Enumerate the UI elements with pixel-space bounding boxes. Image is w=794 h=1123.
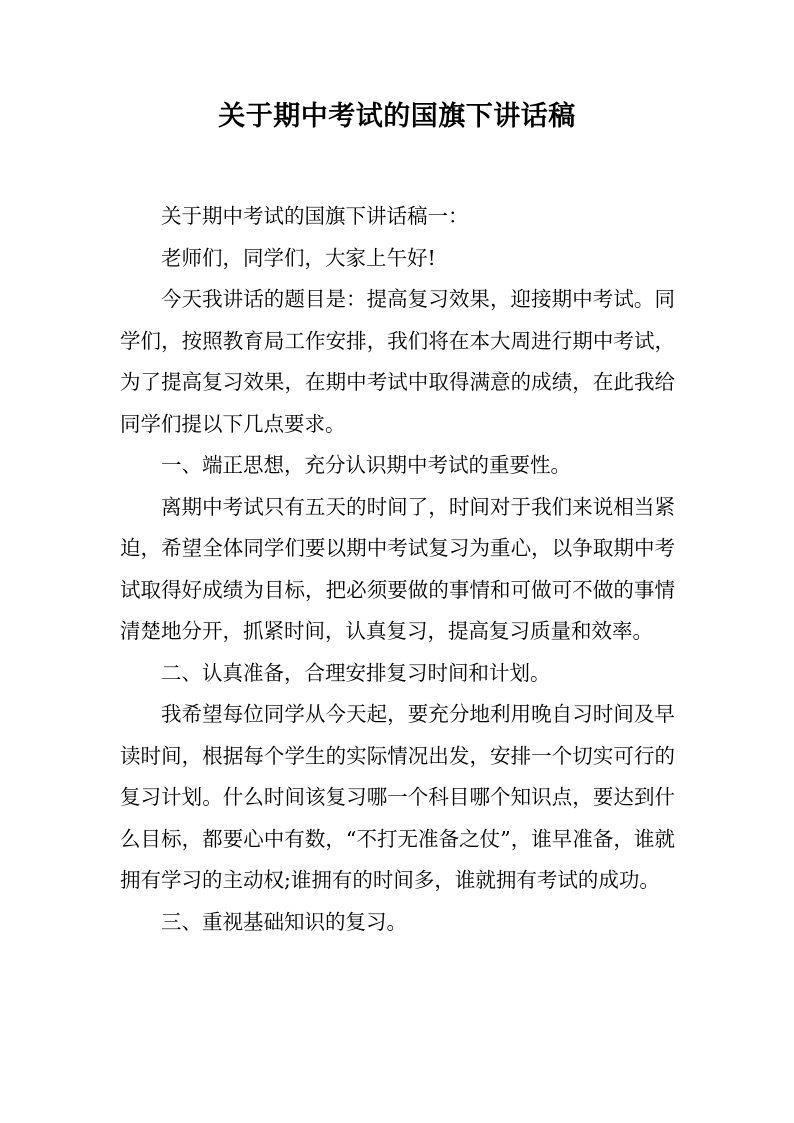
paragraph-body-2: 我希望每位同学从今天起，要充分地利用晚自习时间及早读时间，根据每个学生的实际情况出发，安排一个切实可行的复习计划。什么时间该复习哪一个科目哪个知识点，要达到什么目标，都要心中有数，“不打无准备之仗”，谁早准备，谁就拥有学习的主动权;谁拥有的时间多，谁就拥有考试的成功。 <box>120 702 675 892</box>
paragraph-intro: 今天我讲话的题目是：提高复习效果，迎接期中考试。同学们，按照教育局工作安排，我们将在本大周进行期中考试，为了提高复习效果，在期中考试中取得满意的成绩，在此我给同学们提以下几点要求。 <box>120 287 675 436</box>
paragraph-greeting: 老师们，同学们，大家上午好! <box>161 245 436 270</box>
paragraph-heading-1: 一、端正思想，充分认识期中考试的重要性。 <box>161 453 571 477</box>
paragraph-heading-3: 三、重视基础知识的复习。 <box>161 909 407 934</box>
document-title: 关于期中考试的国旗下讲话稿 <box>218 101 576 132</box>
paragraph-subtitle: 关于期中考试的国旗下讲话稿一： <box>161 204 469 228</box>
document-body <box>120 196 675 943</box>
paragraph-heading-2: 二、认真准备，合理安排复习时间和计划。 <box>161 660 551 685</box>
paragraph-body-1: 离期中考试只有五天的时间了，时间对于我们来说相当紧迫，希望全体同学们要以期中考试复习为重心，以争取期中考试取得好成绩为目标，把必须要做的事情和可做可不做的事情清楚地分开，抓紧时间，认真复习，提高复习质量和效率。 <box>120 494 675 643</box>
